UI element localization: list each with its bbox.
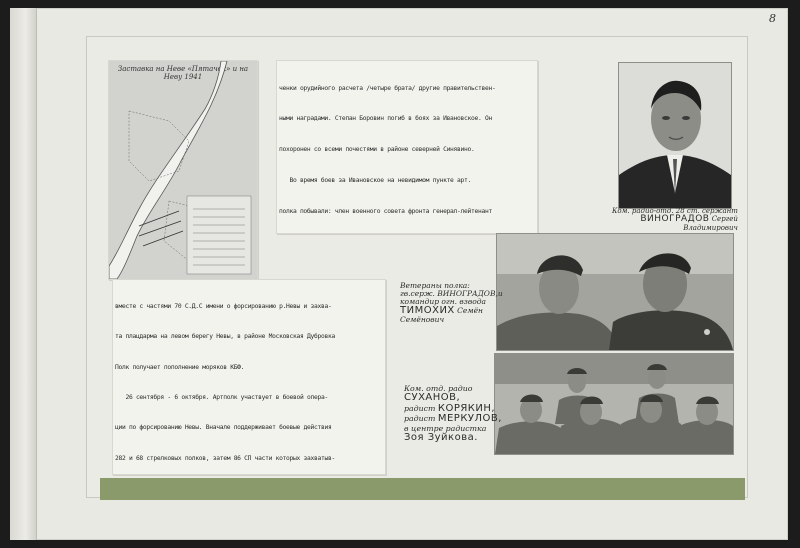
- caption-patronymic: Владимирович: [683, 223, 738, 232]
- typed-text-bottom: [112, 279, 386, 475]
- caption-line: командир огн. взвода: [400, 296, 486, 306]
- decorative-band: [100, 478, 745, 500]
- caption-given-name: Сергей: [711, 215, 738, 224]
- caption-line: в центре радистка: [404, 423, 487, 433]
- veterans-figures: [497, 234, 733, 350]
- caption-name: ТИМОХИХ: [400, 304, 455, 316]
- album-spine: [10, 8, 37, 540]
- veterans-caption: [400, 282, 503, 324]
- text-line: ченки орудийного расчета /четыре брата/ другие правительствен-: [279, 84, 496, 92]
- caption-name: Зоя Зуйкова.: [404, 431, 478, 443]
- caption-line: радист: [404, 414, 436, 424]
- map-legend: [187, 196, 251, 274]
- caption-line: радист: [404, 403, 436, 413]
- veterans-photo: [496, 233, 734, 351]
- caption-name: ВИНОГРАДОВ: [640, 214, 710, 225]
- text-line: вместе с частями 70 С.Д.С имени о форсированию р.Невы и захва-: [115, 303, 332, 311]
- caption-line: гв.серж. ВИНОГРАДОВ,и: [400, 288, 503, 298]
- typed-text-bottom-body: [115, 282, 383, 475]
- caption-line: Ком. отд. радио: [404, 384, 473, 393]
- map-title: Заставка на Неве «Пятачок» и на Неву 1941: [117, 65, 249, 81]
- caption-given-name: Семён: [457, 305, 483, 315]
- caption-name: КОРЯКИН,: [437, 402, 496, 414]
- text-line: полка побывали: член военного совета фронта генерал-лейтенант: [279, 208, 492, 216]
- map-drawing: [109, 61, 257, 279]
- caption-line: Ком. радио-отд. 28 ст. сержант: [612, 207, 738, 215]
- text-line: 26 сентября - 6 октября. Артполк участвует в боевой опера-: [115, 394, 328, 402]
- text-line: Во время боев за Ивановское на невидимом пункте арт.: [279, 177, 472, 185]
- portrait-caption: [612, 208, 738, 232]
- text-line: та плацдарма на левом берегу Невы, в районе Московская Дубровка: [115, 333, 335, 341]
- portrait-photo: [618, 62, 732, 209]
- portrait-figure: [619, 63, 731, 208]
- radio-squad-figures: [495, 354, 733, 454]
- caption-line: Ветераны полка:: [400, 281, 470, 290]
- radio-squad-photo: [494, 353, 734, 455]
- caption-name: СУХАНОВ,: [404, 392, 461, 404]
- caption-patronymic: Семёнович: [400, 315, 445, 325]
- map-clipping: [108, 60, 258, 280]
- text-line: 282 и 68 стрелковых полков, затем 86 СП части которых захватыв-: [115, 454, 335, 462]
- text-line: похоронен со всеми почестями в районе северней Синявино.: [279, 146, 475, 154]
- caption-name: МЕРКУЛОВ,: [437, 413, 502, 425]
- text-line: Полк получает пополнение моряков КБФ.: [115, 363, 245, 371]
- page-number: 8: [769, 12, 776, 25]
- radio-squad-caption: [404, 385, 502, 443]
- text-line: ции по форсированию Невы. Вначале поддерживает боевые действия: [115, 424, 332, 432]
- typed-text-top-body: [279, 63, 535, 234]
- text-line: ными наградами. Степан Боровин погиб в боях за Ивановское. Он: [279, 115, 492, 123]
- typed-text-top: [276, 60, 538, 234]
